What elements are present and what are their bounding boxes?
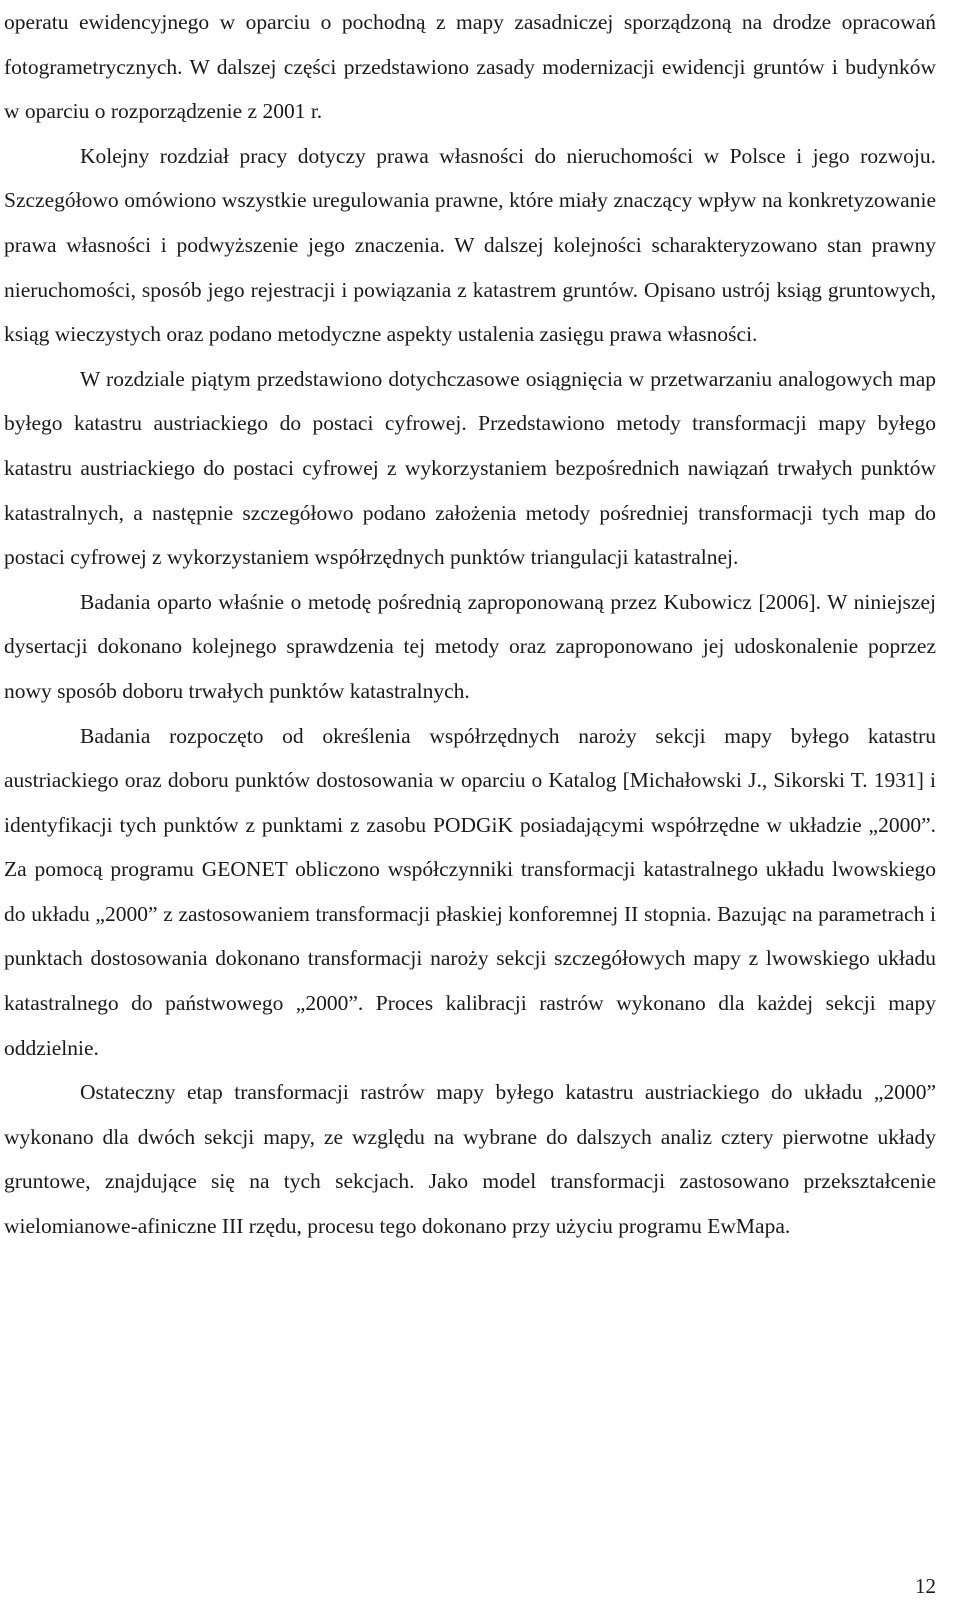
- paragraph-2: Kolejny rozdział pracy dotyczy prawa własności do nieruchomości w Polsce i jego rozwoju. Szczegółowo omówiono wszystkie uregulowania prawne, które miały znaczący wpływ na konkretyzowanie prawa własności i podwyższenie jego znaczenia. W dalszej kolejności scharakteryzowano stan prawny nieruchomości, sposób jego rejestracji i powiązania z katastrem gruntów. Opisano ustrój ksiąg gruntowych, ksiąg wieczystych oraz podano metodyczne aspekty ustalenia zasięgu prawa własności.: [4, 143, 936, 347]
- paragraph-1: operatu ewidencyjnego w oparciu o pochodną z mapy zasadniczej sporządzoną na drodze opracowań fotogrametrycznych. W dalszej części przedstawiono zasady modernizacji ewidencji gruntów i budynków w oparciu o rozporządzenie z 2001 r.: [4, 10, 936, 124]
- paragraph-6: Ostateczny etap transformacji rastrów mapy byłego katastru austriackiego do układu „2000” wykonano dla dwóch sekcji mapy, ze względu na wybrane do dalszych analiz cztery pierwotne układy gruntowe, znajdujące się na tych sekcjach. Jako model transformacji zastosowano przekształcenie wielomianowe-afiniczne III rzędu, procesu tego dokonano przy użyciu programu EwMapa.: [4, 1080, 936, 1239]
- document-body: [4, 0, 936, 1249]
- page-number: 12: [915, 1574, 936, 1598]
- paragraph-3: W rozdziale piątym przedstawiono dotychczasowe osiągnięcia w przetwarzaniu analogowych map byłego katastru austriackiego do postaci cyfrowej. Przedstawiono metody transformacji mapy byłego katastru austriackiego do postaci cyfrowej z wykorzystaniem bezpośrednich nawiązań trwałych punktów katastralnych, a następnie szczegółowo podano założenia metody pośredniej transformacji tych map do postaci cyfrowej z wykorzystaniem współrzędnych punktów triangulacji katastralnej.: [4, 366, 936, 570]
- paragraph-4: Badania oparto właśnie o metodę pośrednią zaproponowaną przez Kubowicz [2006]. W niniejszej dysertacji dokonano kolejnego sprawdzenia tej metody oraz zaproponowano jej udoskonalenie poprzez nowy sposób doboru trwałych punktów katastralnych.: [4, 589, 936, 703]
- paragraph-5: Badania rozpoczęto od określenia współrzędnych naroży sekcji mapy byłego katastru austriackiego oraz doboru punktów dostosowania w oparciu o Katalog [Michałowski J., Sikorski T. 1931] i identyfikacji tych punktów z punktami z zasobu PODGiK posiadającymi współrzędne w układzie „2000”. Za pomocą programu GEONET obliczono współczynniki transformacji katastralnego układu lwowskiego do układu „2000” z zastosowaniem transformacji płaskiej konforemnej II stopnia. Bazując na parametrach i punktach dostosowania dokonano transformacji naroży sekcji szczegółowych mapy z lwowskiego układu katastralnego do państwowego „2000”. Proces kalibracji rastrów wykonano dla każdej sekcji mapy oddzielnie.: [4, 723, 936, 1060]
